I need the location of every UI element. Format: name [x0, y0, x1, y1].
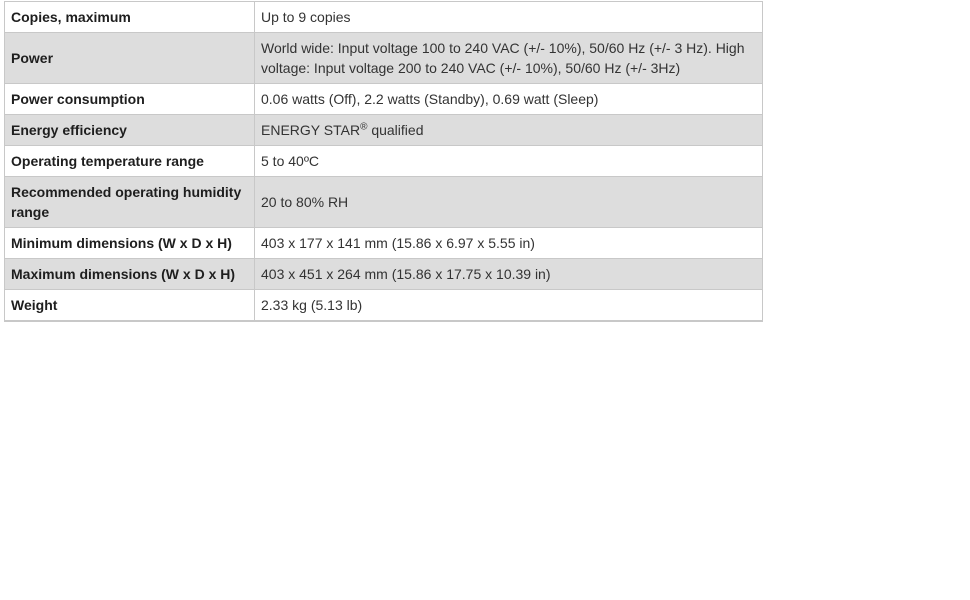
spec-label: Maximum dimensions (W x D x H): [5, 259, 255, 290]
spec-row-minimum-dimensions: [5, 228, 763, 259]
spec-label: Power: [5, 33, 255, 84]
spec-row-weight: [5, 290, 763, 322]
table-bottom-border: [5, 321, 763, 322]
spec-value: 2.33 kg (5.13 lb): [255, 290, 763, 322]
spec-value: 20 to 80% RH: [255, 177, 763, 228]
spec-row-maximum-dimensions: [5, 259, 763, 290]
spec-row-operating-temperature: [5, 146, 763, 177]
specifications-table: [4, 1, 763, 322]
spec-value: 5 to 40ºC: [255, 146, 763, 177]
spec-label: Minimum dimensions (W x D x H): [5, 228, 255, 259]
spec-value-suffix: qualified: [367, 122, 424, 138]
spec-value: 403 x 177 x 141 mm (15.86 x 6.97 x 5.55 in): [255, 228, 763, 259]
spec-label: Power consumption: [5, 84, 255, 115]
table-edge: [255, 321, 763, 322]
spec-value: Up to 9 copies: [255, 2, 763, 33]
spec-label: Weight: [5, 290, 255, 322]
spec-value: World wide: Input voltage 100 to 240 VAC (+/- 10%), 50/60 Hz (+/- 3 Hz). High voltage: Input voltage 200 to 240 VAC (+/- 10%), 50/60 Hz (+/- 3Hz): [255, 33, 763, 84]
spec-value-cell: [255, 115, 763, 146]
spec-label: Copies, maximum: [5, 2, 255, 33]
spec-row-power: [5, 33, 763, 84]
spec-row-energy-efficiency: [5, 115, 763, 146]
spec-value: 403 x 451 x 264 mm (15.86 x 17.75 x 10.39 in): [255, 259, 763, 290]
spec-row-power-consumption: [5, 84, 763, 115]
registered-mark: ®: [360, 121, 368, 133]
spec-label: Recommended operating humidity range: [5, 177, 255, 228]
spec-value: ENERGY STAR: [261, 122, 361, 138]
spec-label: Energy efficiency: [5, 115, 255, 146]
spec-label: Operating temperature range: [5, 146, 255, 177]
table-edge: [5, 321, 255, 322]
spec-row-copies-maximum: [5, 2, 763, 33]
spec-value: 0.06 watts (Off), 2.2 watts (Standby), 0.69 watt (Sleep): [255, 84, 763, 115]
spec-row-operating-humidity: [5, 177, 763, 228]
